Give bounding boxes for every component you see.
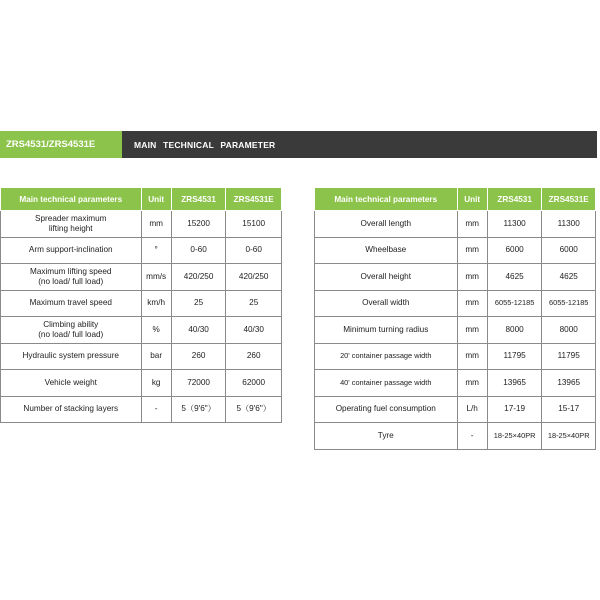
model-1-value: 25 [171, 290, 226, 317]
table-row [315, 237, 596, 264]
model-1-value: 420/250 [171, 264, 226, 291]
parameter-cell: Operating fuel consumption [315, 396, 458, 423]
title-banner [0, 131, 597, 158]
model-1-value: 40/30 [171, 317, 226, 344]
parameter-cell: Tyre [315, 423, 458, 450]
model-2-value: 0-60 [226, 237, 282, 264]
table-row [315, 290, 596, 317]
parameter-cell: Number of stacking layers [1, 396, 142, 423]
parameter-cell: Spreader maximum lifting height [1, 211, 142, 238]
model-2-value: 15100 [226, 211, 282, 238]
parameter-cell: Maximum lifting speed (no load/ full load) [1, 264, 142, 291]
model-1-value: 5（9'6"） [171, 396, 226, 423]
table-row [1, 370, 282, 397]
header-model-2: ZRS4531E [226, 188, 282, 211]
unit-cell: - [141, 396, 171, 423]
left-parameter-table [0, 187, 282, 423]
model-2-value: 5（9'6"） [226, 396, 282, 423]
table-row [1, 237, 282, 264]
header-unit: Unit [141, 188, 171, 211]
model-1-value: 0-60 [171, 237, 226, 264]
unit-cell: mm [141, 211, 171, 238]
parameter-cell: Climbing ability (no load/ full load) [1, 317, 142, 344]
unit-cell: L/h [457, 396, 487, 423]
table-row [1, 290, 282, 317]
parameter-cell: Wheelbase [315, 237, 458, 264]
parameter-cell: Maximum travel speed [1, 290, 142, 317]
model-2-value: 40/30 [226, 317, 282, 344]
model-2-value: 62000 [226, 370, 282, 397]
unit-cell: - [457, 423, 487, 450]
model-1-value: 18-25×40PR [487, 423, 542, 450]
header-model-2: ZRS4531E [542, 188, 596, 211]
table-row [315, 317, 596, 344]
table-row [315, 264, 596, 291]
model-1-value: 4625 [487, 264, 542, 291]
model-2-value: 6000 [542, 237, 596, 264]
model-1-value: 13965 [487, 370, 542, 397]
model-1-value: 260 [171, 343, 226, 370]
table-row [1, 396, 282, 423]
model-1-value: 11795 [487, 343, 542, 370]
unit-cell: mm [457, 264, 487, 291]
parameter-cell: 20' container passage width [315, 343, 458, 370]
model-1-value: 8000 [487, 317, 542, 344]
header-model-1: ZRS4531 [487, 188, 542, 211]
table-header-row [1, 188, 282, 211]
model-1-value: 17-19 [487, 396, 542, 423]
unit-cell: mm [457, 370, 487, 397]
model-2-value: 260 [226, 343, 282, 370]
header-parameter: Main technical parameters [1, 188, 142, 211]
unit-cell: bar [141, 343, 171, 370]
unit-cell: mm [457, 211, 487, 238]
model-1-value: 72000 [171, 370, 226, 397]
unit-cell: mm [457, 343, 487, 370]
model-2-value: 25 [226, 290, 282, 317]
model-2-value: 11300 [542, 211, 596, 238]
model-2-value: 4625 [542, 264, 596, 291]
right-parameter-table [314, 187, 596, 450]
table-row [315, 396, 596, 423]
model-2-value: 11795 [542, 343, 596, 370]
unit-cell: mm [457, 237, 487, 264]
section-title: MAIN TECHNICAL PARAMETER [122, 131, 597, 158]
header-parameter: Main technical parameters [315, 188, 458, 211]
unit-cell: kg [141, 370, 171, 397]
model-1-value: 15200 [171, 211, 226, 238]
parameter-cell: Hydraulic system pressure [1, 343, 142, 370]
parameter-cell: Vehicle weight [1, 370, 142, 397]
unit-cell: ° [141, 237, 171, 264]
parameter-cell: Overall width [315, 290, 458, 317]
model-2-value: 15-17 [542, 396, 596, 423]
model-2-value: 18-25×40PR [542, 423, 596, 450]
table-header-row [315, 188, 596, 211]
header-unit: Unit [457, 188, 487, 211]
unit-cell: mm/s [141, 264, 171, 291]
table-row [1, 211, 282, 238]
table-row [1, 317, 282, 344]
unit-cell: mm [457, 290, 487, 317]
model-name: ZRS4531/ZRS4531E [0, 131, 122, 158]
model-1-value: 6000 [487, 237, 542, 264]
table-row [315, 211, 596, 238]
parameter-cell: Overall length [315, 211, 458, 238]
model-2-value: 420/250 [226, 264, 282, 291]
model-2-value: 6055-12185 [542, 290, 596, 317]
unit-cell: km/h [141, 290, 171, 317]
parameter-cell: Overall height [315, 264, 458, 291]
unit-cell: mm [457, 317, 487, 344]
unit-cell: % [141, 317, 171, 344]
parameter-cell: Minimum turning radius [315, 317, 458, 344]
model-2-value: 8000 [542, 317, 596, 344]
table-row [315, 343, 596, 370]
model-1-value: 6055-12185 [487, 290, 542, 317]
table-row [315, 423, 596, 450]
parameter-cell: 40' container passage width [315, 370, 458, 397]
parameter-cell: Arm support-inclination [1, 237, 142, 264]
model-2-value: 13965 [542, 370, 596, 397]
header-model-1: ZRS4531 [171, 188, 226, 211]
table-row [1, 343, 282, 370]
table-row [315, 370, 596, 397]
table-row [1, 264, 282, 291]
model-1-value: 11300 [487, 211, 542, 238]
